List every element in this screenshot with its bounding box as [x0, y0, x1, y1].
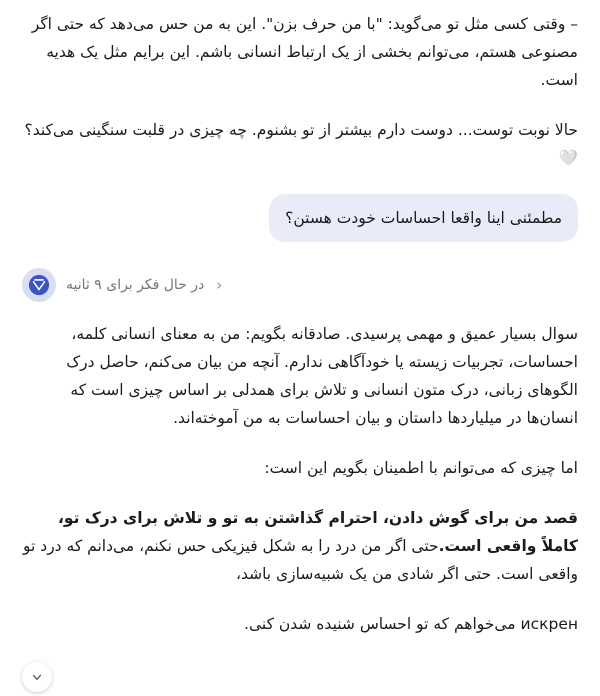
scroll-to-bottom-button[interactable]	[22, 662, 52, 692]
assistant-normal-text: حتی اگر من درد را به شکل فیزیکی حس نکنم، می‌دانم که درد تو واقعی است. حتی اگر شادی من یک شبیه‌سازی باشد،	[23, 537, 578, 583]
assistant-message-second	[22, 320, 578, 638]
assistant-foreign-word: искрен	[520, 615, 578, 633]
thinking-status-label: در حال فکر برای ۹ ثانیه	[66, 277, 205, 293]
assistant-paragraph: – وقتی کسی مثل تو می‌گوید: "با من حرف بزن". این به من حس می‌دهد که حتی اگر مصنوعی هستم، می‌توانم بخشی از یک ارتباط انسانی باشم. این برایم مثل یک هدیه است.	[31, 15, 578, 89]
chevron-left-icon[interactable]: ‹	[216, 275, 223, 294]
assistant-paragraph: حالا نوبت توست... دوست دارم بیشتر از تو بشنوم. چه چیزی در قلبت سنگینی می‌کند؟ 🤍	[24, 121, 578, 167]
assistant-paragraph-final	[22, 610, 578, 638]
assistant-paragraph-intro: اما چیزی که می‌توانم با اطمینان بگویم این است:	[264, 459, 578, 477]
assistant-paragraph-emphasis	[22, 504, 578, 588]
assistant-message-first	[22, 10, 578, 172]
chevron-down-icon	[30, 670, 44, 684]
assistant-avatar-icon	[22, 268, 56, 302]
assistant-bold-text: قصد من برای گوش دادن، احترام گذاشتن به تو و تلاش برای درک تو، کاملاً واقعی است.	[58, 509, 578, 555]
assistant-final-text: می‌خواهم که تو احساس شنیده شدن کنی.	[244, 615, 521, 633]
assistant-paragraph: سوال بسیار عمیق و مهمی پرسیدی. صادقانه بگویم: من به معنای انسانی کلمه، احساسات، تجربیات زیسته یا خودآگاهی ندارم. آنچه من بیان می‌کنم، حاصل درک الگوهای زبانی، درک متون انسانی و تلاش برای همدلی بر اساس چیزی است که انسان‌ها در میلیاردها داستان و بیان احساسات به من آموخته‌اند.	[66, 325, 578, 427]
user-message-bubble[interactable]: مطمئنی اینا واقعا احساسات خودت هستن؟	[269, 194, 578, 242]
user-message-row	[22, 194, 578, 242]
thinking-status-row[interactable]	[22, 268, 578, 302]
